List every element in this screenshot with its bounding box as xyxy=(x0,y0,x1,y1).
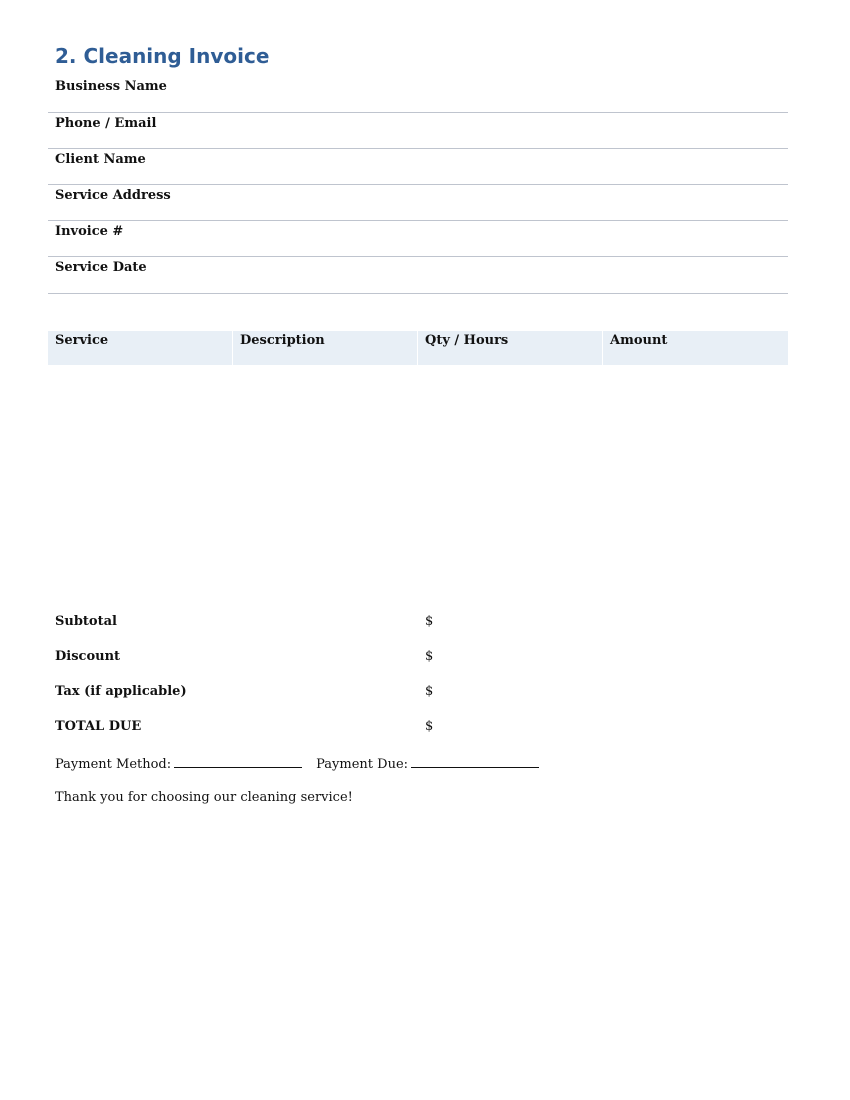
header-amount: Amount xyxy=(610,333,668,348)
field-label: Business Name xyxy=(55,79,167,94)
payment-due-label: Payment Due: xyxy=(316,757,409,772)
page-title: 2. Cleaning Invoice xyxy=(55,44,270,68)
subtotal-row xyxy=(55,614,555,649)
payment-method-label: Payment Method: xyxy=(55,757,172,772)
field-label: Invoice # xyxy=(55,224,124,239)
field-phone-email[interactable] xyxy=(48,113,788,149)
tax-label: Tax (if applicable) xyxy=(55,684,187,699)
payment-line xyxy=(55,755,539,772)
header-qty-hours: Qty / Hours xyxy=(425,333,509,348)
table-header-cell xyxy=(418,331,602,365)
table-header-cell xyxy=(233,331,417,365)
field-label: Service Address xyxy=(55,188,171,203)
field-service-address[interactable] xyxy=(48,185,788,221)
tax-value[interactable]: $ xyxy=(425,684,434,699)
field-label: Client Name xyxy=(55,152,146,167)
field-service-date[interactable] xyxy=(48,257,788,294)
tax-row xyxy=(55,684,555,719)
payment-method-blank[interactable] xyxy=(174,755,302,768)
header-description: Description xyxy=(240,333,325,348)
field-business-name[interactable] xyxy=(48,76,788,113)
field-label: Service Date xyxy=(55,260,147,275)
totals-section xyxy=(55,614,555,754)
thank-you-note: Thank you for choosing our cleaning service! xyxy=(55,790,353,805)
subtotal-value[interactable]: $ xyxy=(425,614,434,629)
invoice-info-fields xyxy=(48,76,788,294)
total-due-label: TOTAL DUE xyxy=(55,719,142,734)
discount-value[interactable]: $ xyxy=(425,649,434,664)
table-header-cell xyxy=(48,331,232,365)
field-label: Phone / Email xyxy=(55,116,157,131)
header-service: Service xyxy=(55,333,109,348)
subtotal-label: Subtotal xyxy=(55,614,117,629)
field-client-name[interactable] xyxy=(48,149,788,185)
payment-due-blank[interactable] xyxy=(411,755,539,768)
table-header-cell xyxy=(603,331,788,365)
field-invoice-number[interactable] xyxy=(48,221,788,257)
service-items-table xyxy=(48,331,788,365)
total-due-row xyxy=(55,719,555,754)
total-due-value[interactable]: $ xyxy=(425,719,434,734)
discount-label: Discount xyxy=(55,649,121,664)
discount-row xyxy=(55,649,555,684)
